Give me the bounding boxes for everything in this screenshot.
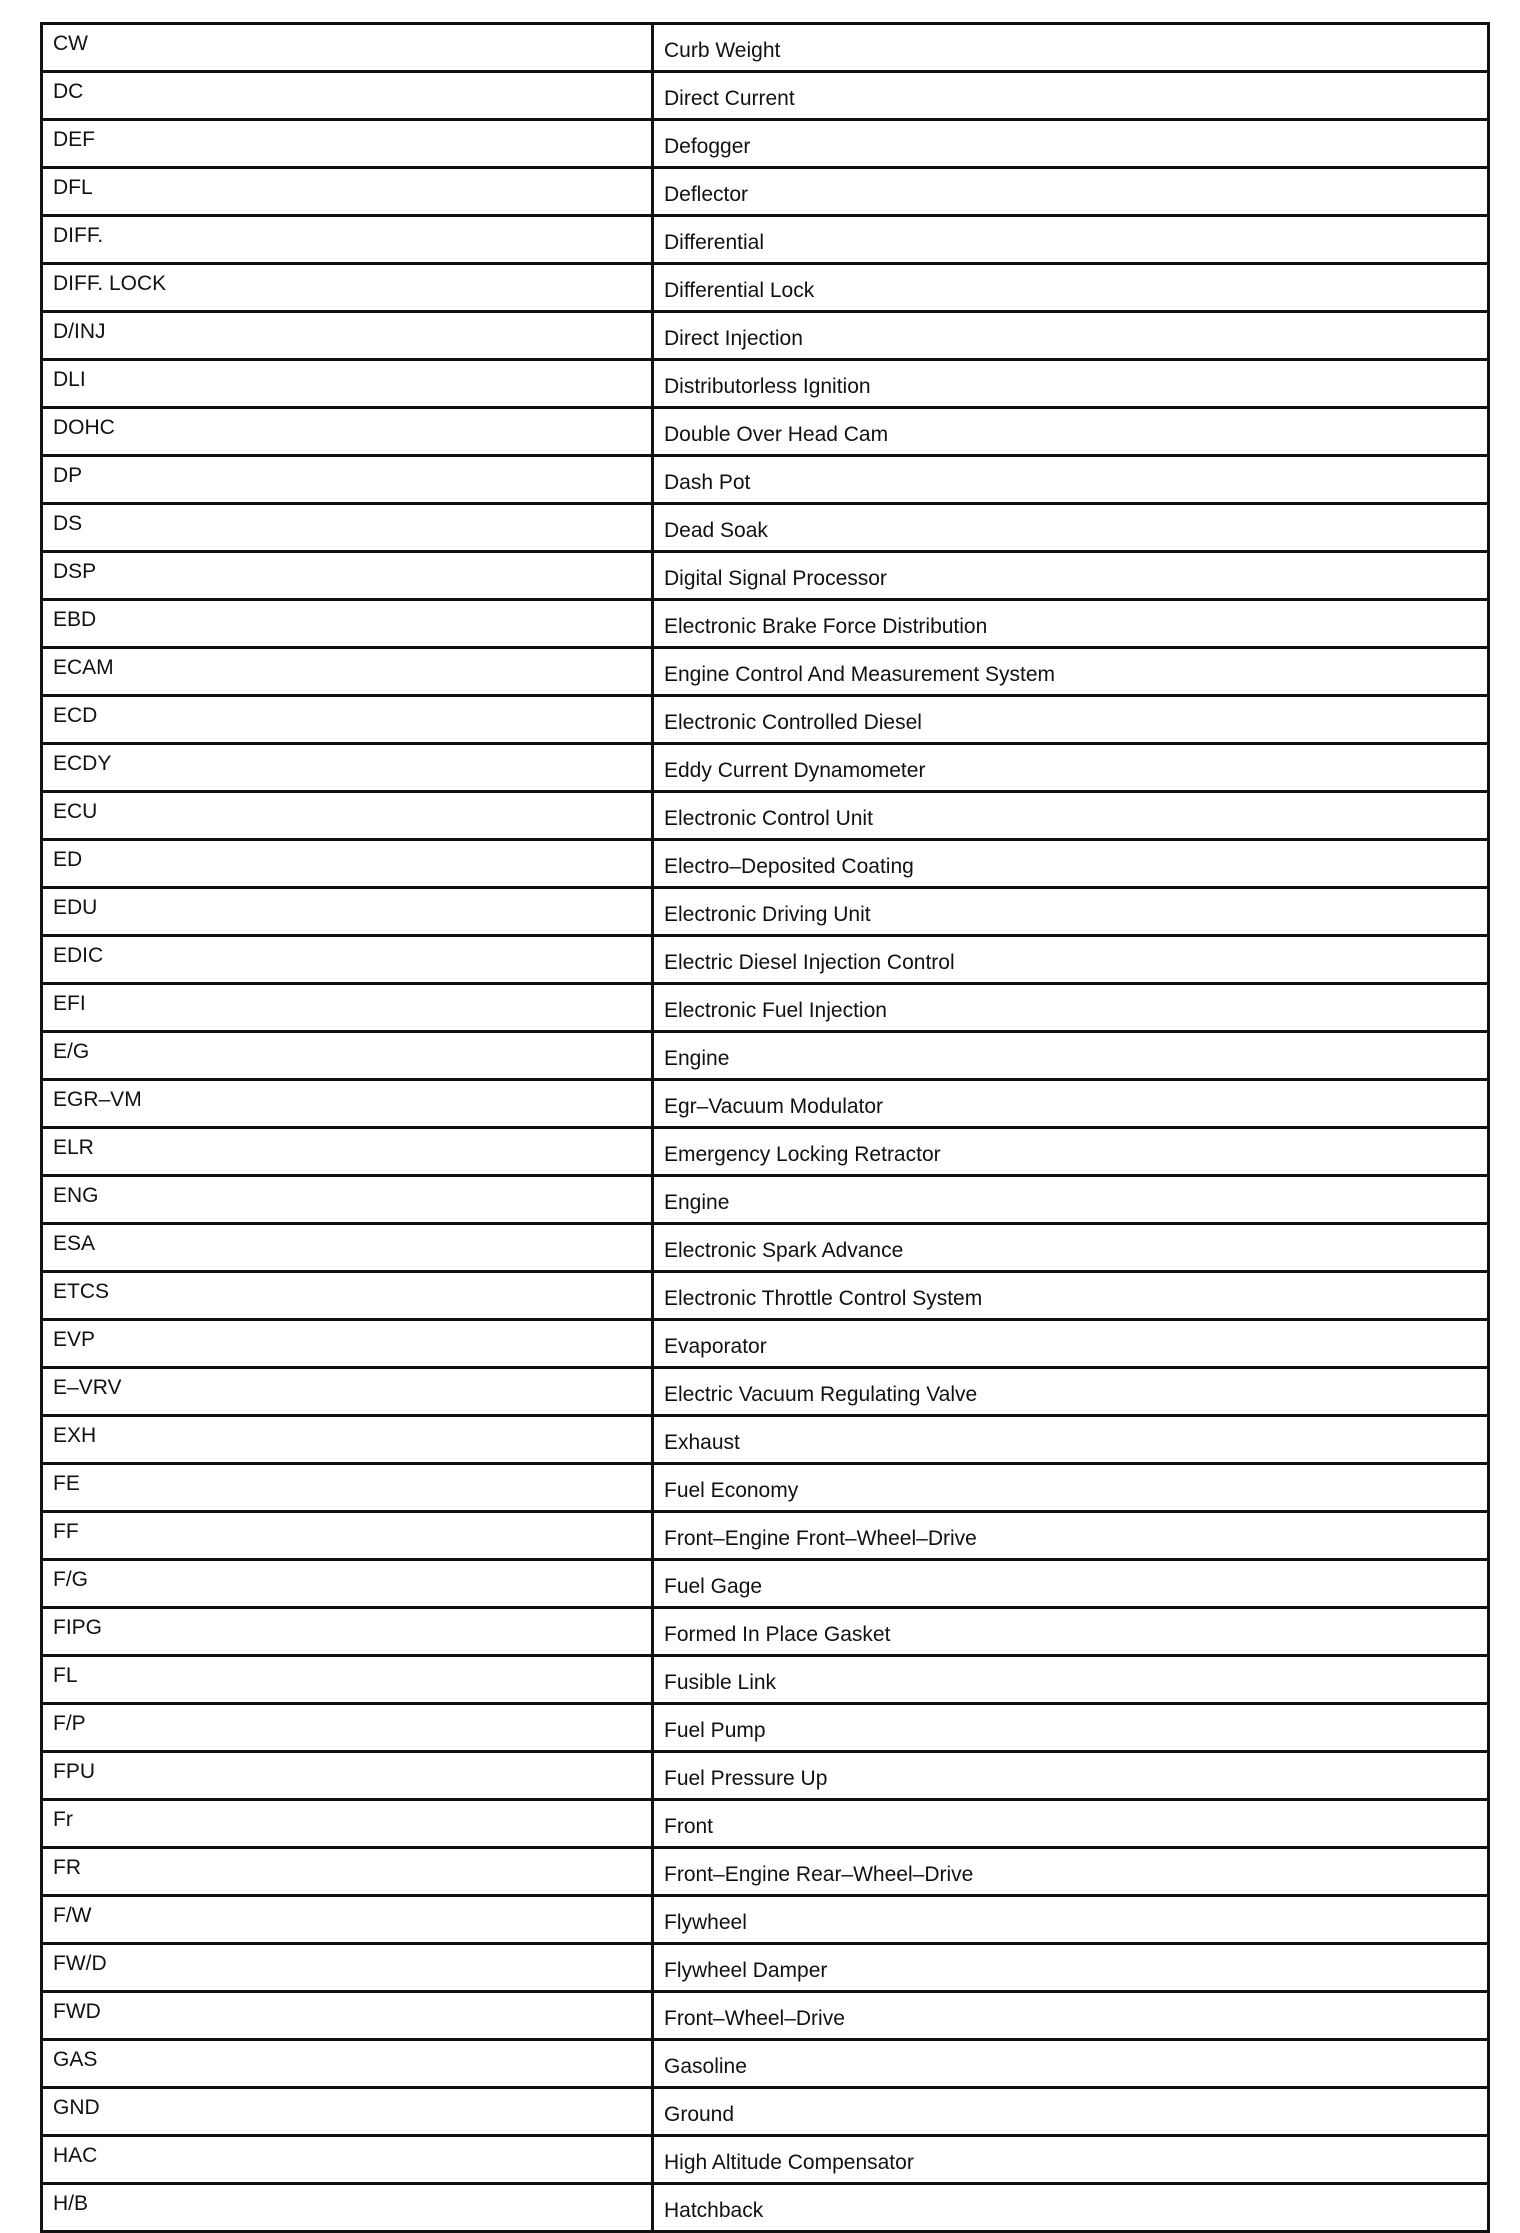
table-row xyxy=(42,1848,1489,1896)
abbreviation-cell: Fr xyxy=(42,1800,653,1848)
table-row xyxy=(42,1656,1489,1704)
table-row xyxy=(42,648,1489,696)
abbreviation-cell: DOHC xyxy=(42,408,653,456)
meaning-cell: Ground xyxy=(653,2088,1489,2136)
meaning-cell: Gasoline xyxy=(653,2040,1489,2088)
table-row xyxy=(42,1944,1489,1992)
meaning-cell: Engine Control And Measurement System xyxy=(653,648,1489,696)
table-row xyxy=(42,1224,1489,1272)
meaning-cell: Digital Signal Processor xyxy=(653,552,1489,600)
table-row xyxy=(42,1368,1489,1416)
table-row xyxy=(42,2040,1489,2088)
meaning-cell: Front xyxy=(653,1800,1489,1848)
abbreviation-cell: D/INJ xyxy=(42,312,653,360)
abbreviation-cell: ELR xyxy=(42,1128,653,1176)
abbreviation-cell: FWD xyxy=(42,1992,653,2040)
table-row xyxy=(42,168,1489,216)
meaning-cell: Electronic Spark Advance xyxy=(653,1224,1489,1272)
abbreviation-table-body xyxy=(42,24,1489,2232)
abbreviation-cell: HAC xyxy=(42,2136,653,2184)
abbreviation-cell: ECAM xyxy=(42,648,653,696)
meaning-cell: Front–Engine Front–Wheel–Drive xyxy=(653,1512,1489,1560)
meaning-cell: Fuel Gage xyxy=(653,1560,1489,1608)
table-row xyxy=(42,2088,1489,2136)
abbreviation-cell: ECU xyxy=(42,792,653,840)
table-row xyxy=(42,1464,1489,1512)
abbreviation-cell: DIFF. xyxy=(42,216,653,264)
abbreviation-cell: EGR–VM xyxy=(42,1080,653,1128)
abbreviation-cell: EDIC xyxy=(42,936,653,984)
meaning-cell: Defogger xyxy=(653,120,1489,168)
table-row xyxy=(42,2136,1489,2184)
meaning-cell: Differential xyxy=(653,216,1489,264)
meaning-cell: Direct Injection xyxy=(653,312,1489,360)
meaning-cell: Electric Diesel Injection Control xyxy=(653,936,1489,984)
table-row xyxy=(42,1080,1489,1128)
abbreviation-cell: E–VRV xyxy=(42,1368,653,1416)
meaning-cell: Electronic Fuel Injection xyxy=(653,984,1489,1032)
table-row xyxy=(42,936,1489,984)
meaning-cell: Front–Wheel–Drive xyxy=(653,1992,1489,2040)
abbreviation-cell: DSP xyxy=(42,552,653,600)
abbreviation-cell: DFL xyxy=(42,168,653,216)
abbreviation-cell: FPU xyxy=(42,1752,653,1800)
table-row xyxy=(42,360,1489,408)
table-row xyxy=(42,72,1489,120)
abbreviation-cell: DS xyxy=(42,504,653,552)
meaning-cell: Distributorless Ignition xyxy=(653,360,1489,408)
table-row xyxy=(42,312,1489,360)
table-row xyxy=(42,600,1489,648)
meaning-cell: Flywheel xyxy=(653,1896,1489,1944)
table-row xyxy=(42,24,1489,72)
abbreviation-cell: DLI xyxy=(42,360,653,408)
meaning-cell: Electronic Brake Force Distribution xyxy=(653,600,1489,648)
meaning-cell: Front–Engine Rear–Wheel–Drive xyxy=(653,1848,1489,1896)
meaning-cell: Double Over Head Cam xyxy=(653,408,1489,456)
table-row xyxy=(42,1704,1489,1752)
table-row xyxy=(42,216,1489,264)
abbreviation-cell: FE xyxy=(42,1464,653,1512)
meaning-cell: Fuel Pressure Up xyxy=(653,1752,1489,1800)
meaning-cell: Egr–Vacuum Modulator xyxy=(653,1080,1489,1128)
abbreviation-cell: FW/D xyxy=(42,1944,653,1992)
abbreviation-cell: GND xyxy=(42,2088,653,2136)
abbreviation-cell: ENG xyxy=(42,1176,653,1224)
meaning-cell: Electric Vacuum Regulating Valve xyxy=(653,1368,1489,1416)
abbreviation-cell: DEF xyxy=(42,120,653,168)
abbreviation-cell: CW xyxy=(42,24,653,72)
meaning-cell: Dead Soak xyxy=(653,504,1489,552)
abbreviation-cell: DIFF. LOCK xyxy=(42,264,653,312)
meaning-cell: Differential Lock xyxy=(653,264,1489,312)
table-row xyxy=(42,1128,1489,1176)
table-row xyxy=(42,552,1489,600)
table-row xyxy=(42,1560,1489,1608)
meaning-cell: Electro–Deposited Coating xyxy=(653,840,1489,888)
table-row xyxy=(42,1176,1489,1224)
meaning-cell: Hatchback xyxy=(653,2184,1489,2232)
meaning-cell: Fuel Economy xyxy=(653,1464,1489,1512)
meaning-cell: Dash Pot xyxy=(653,456,1489,504)
meaning-cell: Emergency Locking Retractor xyxy=(653,1128,1489,1176)
table-row xyxy=(42,888,1489,936)
abbreviation-cell: F/G xyxy=(42,1560,653,1608)
table-row xyxy=(42,408,1489,456)
abbreviation-cell: ED xyxy=(42,840,653,888)
table-row xyxy=(42,1320,1489,1368)
meaning-cell: Flywheel Damper xyxy=(653,1944,1489,1992)
abbreviation-cell: E/G xyxy=(42,1032,653,1080)
meaning-cell: High Altitude Compensator xyxy=(653,2136,1489,2184)
meaning-cell: Formed In Place Gasket xyxy=(653,1608,1489,1656)
table-row xyxy=(42,1608,1489,1656)
meaning-cell: Electronic Controlled Diesel xyxy=(653,696,1489,744)
table-row xyxy=(42,264,1489,312)
table-row xyxy=(42,456,1489,504)
abbreviation-cell: H/B xyxy=(42,2184,653,2232)
abbreviation-cell: FL xyxy=(42,1656,653,1704)
abbreviation-cell: FF xyxy=(42,1512,653,1560)
table-row xyxy=(42,1272,1489,1320)
table-row xyxy=(42,120,1489,168)
meaning-cell: Fusible Link xyxy=(653,1656,1489,1704)
meaning-cell: Engine xyxy=(653,1032,1489,1080)
abbreviation-cell: FIPG xyxy=(42,1608,653,1656)
abbreviation-cell: DP xyxy=(42,456,653,504)
meaning-cell: Curb Weight xyxy=(653,24,1489,72)
abbreviation-cell: EVP xyxy=(42,1320,653,1368)
meaning-cell: Engine xyxy=(653,1176,1489,1224)
abbreviation-cell: ESA xyxy=(42,1224,653,1272)
table-row xyxy=(42,1992,1489,2040)
abbreviation-table-container xyxy=(40,22,1490,2233)
abbreviation-cell: DC xyxy=(42,72,653,120)
table-row xyxy=(42,1800,1489,1848)
table-row xyxy=(42,1416,1489,1464)
table-row xyxy=(42,840,1489,888)
table-row xyxy=(42,2184,1489,2232)
meaning-cell: Fuel Pump xyxy=(653,1704,1489,1752)
abbreviation-cell: ECD xyxy=(42,696,653,744)
meaning-cell: Electronic Control Unit xyxy=(653,792,1489,840)
abbreviation-cell: F/P xyxy=(42,1704,653,1752)
meaning-cell: Direct Current xyxy=(653,72,1489,120)
meaning-cell: Evaporator xyxy=(653,1320,1489,1368)
table-row xyxy=(42,1752,1489,1800)
abbreviation-cell: EXH xyxy=(42,1416,653,1464)
table-row xyxy=(42,1032,1489,1080)
meaning-cell: Electronic Throttle Control System xyxy=(653,1272,1489,1320)
abbreviation-cell: FR xyxy=(42,1848,653,1896)
abbreviation-cell: EBD xyxy=(42,600,653,648)
abbreviation-cell: EFI xyxy=(42,984,653,1032)
table-row xyxy=(42,504,1489,552)
table-row xyxy=(42,696,1489,744)
meaning-cell: Electronic Driving Unit xyxy=(653,888,1489,936)
table-row xyxy=(42,1896,1489,1944)
abbreviation-cell: ECDY xyxy=(42,744,653,792)
table-row xyxy=(42,744,1489,792)
meaning-cell: Eddy Current Dynamometer xyxy=(653,744,1489,792)
abbreviation-cell: ETCS xyxy=(42,1272,653,1320)
abbreviation-cell: EDU xyxy=(42,888,653,936)
table-row xyxy=(42,792,1489,840)
abbreviation-cell: GAS xyxy=(42,2040,653,2088)
table-row xyxy=(42,1512,1489,1560)
meaning-cell: Deflector xyxy=(653,168,1489,216)
abbreviation-cell: F/W xyxy=(42,1896,653,1944)
meaning-cell: Exhaust xyxy=(653,1416,1489,1464)
table-row xyxy=(42,984,1489,1032)
abbreviation-table xyxy=(40,22,1490,2233)
